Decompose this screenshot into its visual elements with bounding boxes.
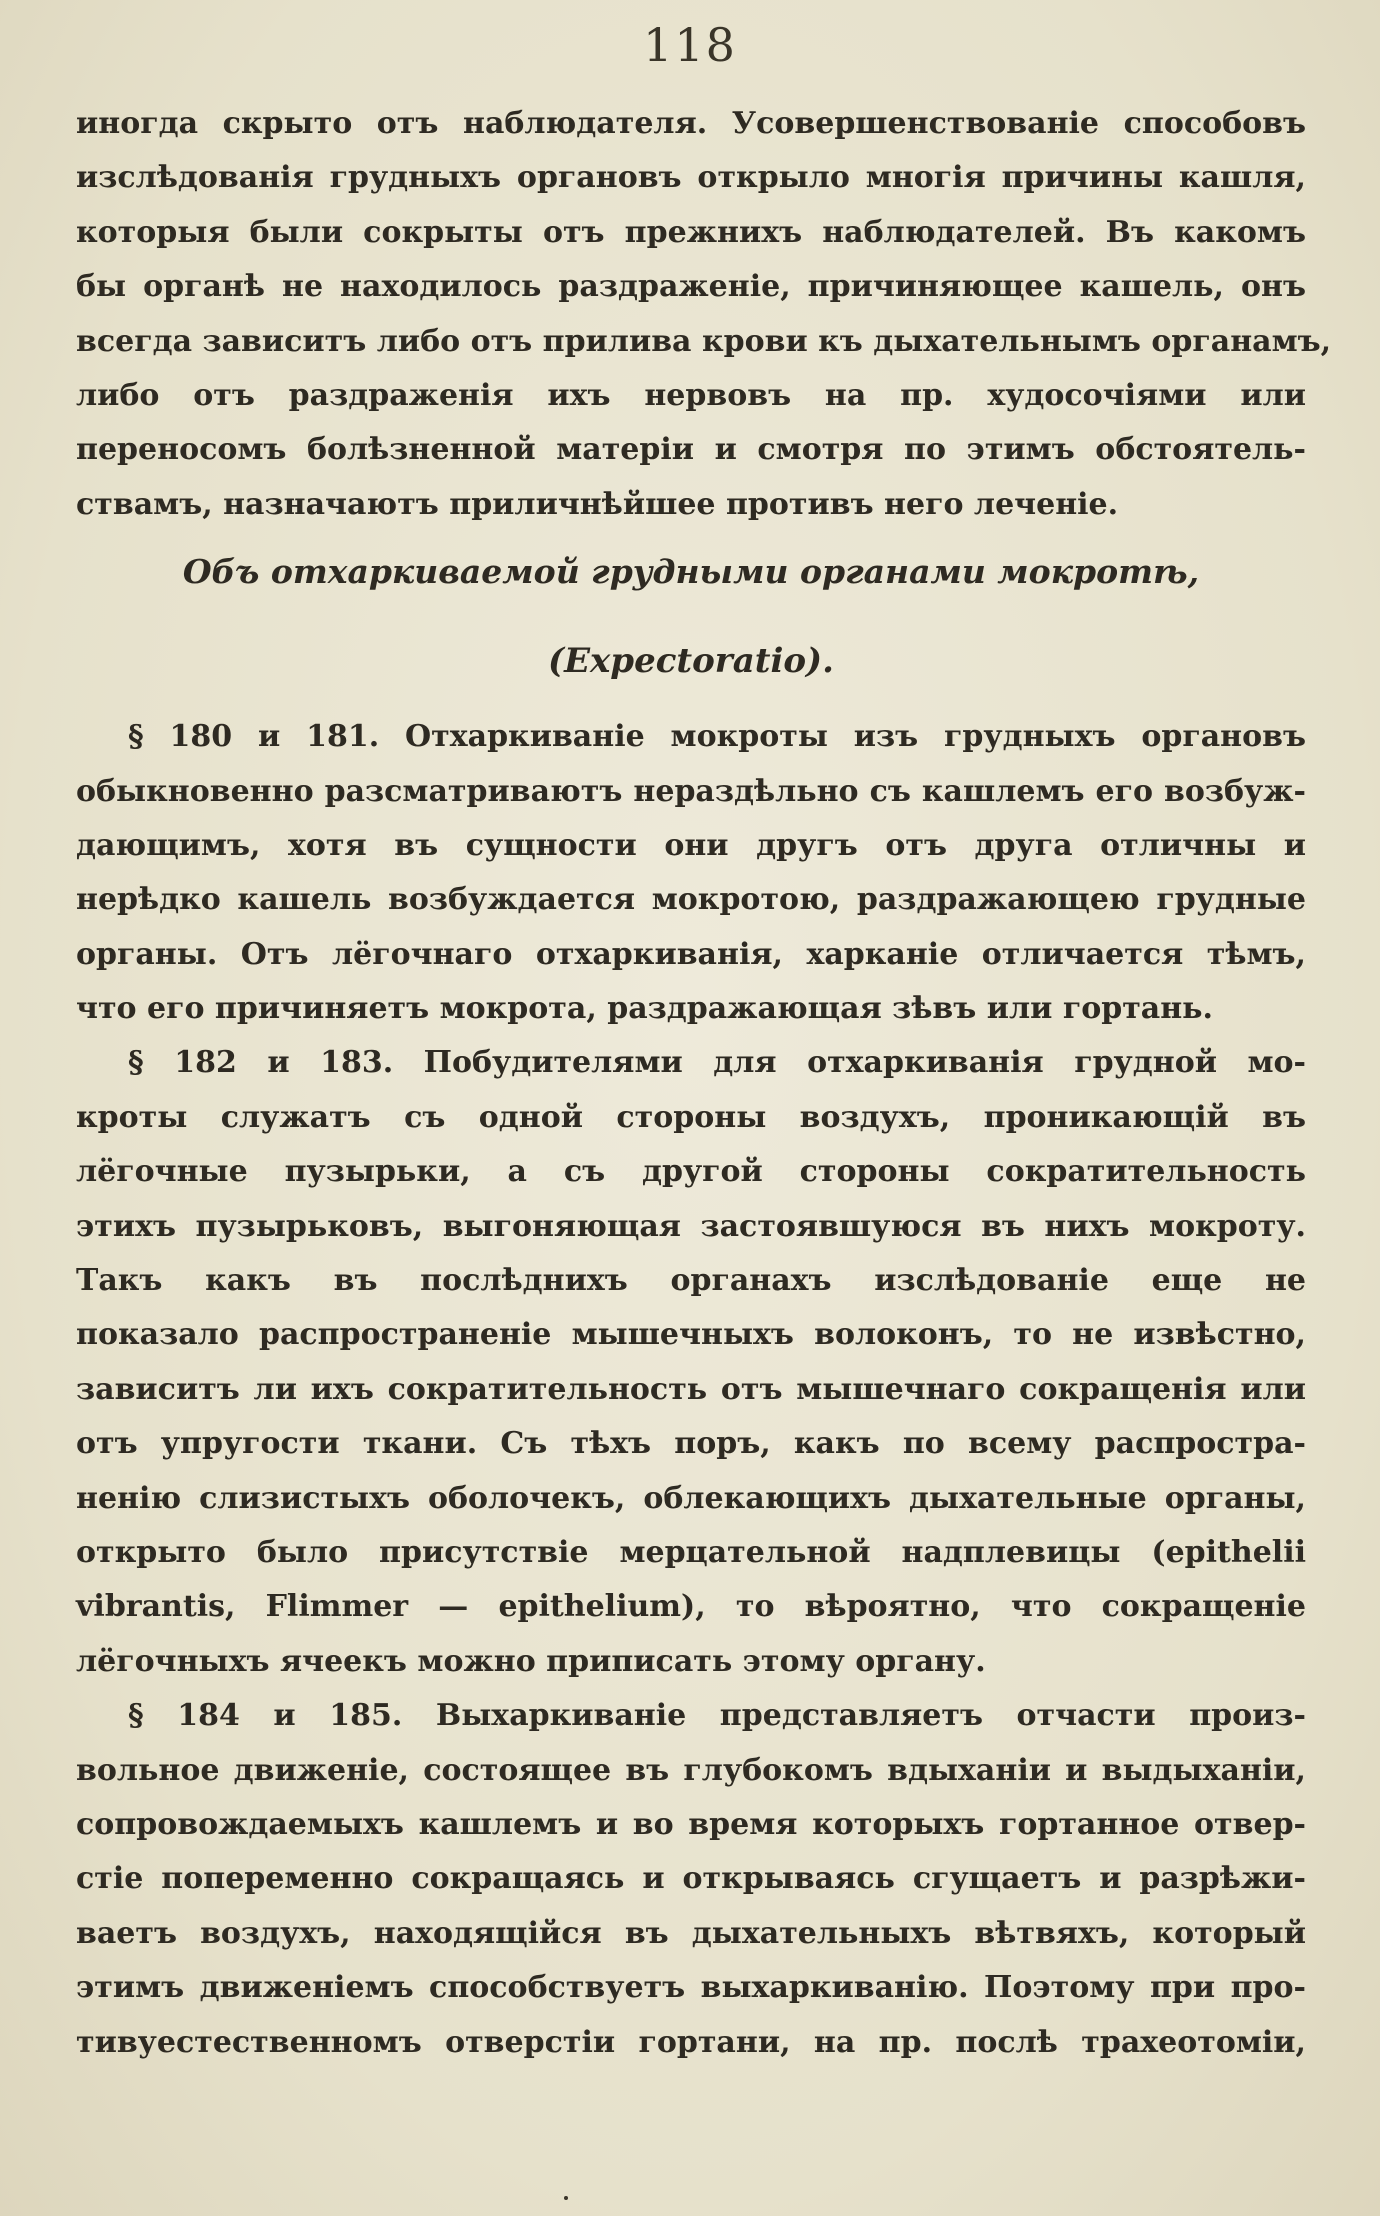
text-line: § 182 и 183. Побудителями для отхаркиванія грудной мо- xyxy=(128,1045,1306,1081)
text-line: переносомъ болѣзненной матеріи и смотря по этимъ обстоятель- xyxy=(76,432,1306,468)
text-line: vibrantis, Flimmer — epithelium), то вѣроятно, что сокращеніе xyxy=(76,1589,1306,1625)
paragraph-184-185 xyxy=(76,1689,1306,2070)
text-line: что его причиняетъ мокрота, раздражающая зѣвъ или гортань. xyxy=(76,991,1213,1027)
text-line: открыто было присутствіе мерцательной надплевицы (epithelii xyxy=(76,1534,1306,1570)
text-line: изслѣдованія грудныхъ органовъ открыло многія причины кашля, xyxy=(76,160,1306,196)
text-line: ваетъ воздухъ, находящійся въ дыхательныхъ вѣтвяхъ, который xyxy=(76,1915,1306,1951)
text-line: этихъ пузырьковъ, выгоняющая застоявшуюся въ нихъ мокроту. xyxy=(76,1208,1306,1244)
section-heading-latin: (Expectoratio). xyxy=(548,641,834,682)
text-line: лёгочныхъ ячеекъ можно приписать этому органу. xyxy=(76,1643,986,1679)
text-line: Такъ какъ въ послѣднихъ органахъ изслѣдованіе еще не xyxy=(76,1263,1306,1299)
text-line: сопровождаемыхъ кашлемъ и во время которыхъ гортанное отвер- xyxy=(76,1806,1306,1842)
body-text xyxy=(76,97,1332,2070)
text-line: лёгочные пузырьки, а съ другой стороны сократительность xyxy=(76,1154,1306,1190)
text-line: вольное движеніе, состоящее въ глубокомъ вдыханіи и выдыханіи, xyxy=(76,1752,1306,1788)
text-line: всегда зависитъ либо отъ прилива крови къ дыхательнымъ органамъ, xyxy=(76,323,1332,359)
text-line: иногда скрыто отъ наблюдателя. Усовершенствованіе способовъ xyxy=(76,106,1306,141)
paragraph-180-181 xyxy=(76,710,1306,1036)
text-line: нерѣдко кашель возбуждается мокротою, раздражающею грудные xyxy=(76,882,1306,918)
text-line: показало распространеніе мышечныхъ волоконъ, то не извѣстно, xyxy=(76,1317,1306,1353)
text-line: стіе попеременно сокращаясь и открываясь сгущаетъ и разрѣжи- xyxy=(76,1861,1306,1897)
text-line: которыя были сокрыты отъ прежнихъ наблюдателей. Въ какомъ xyxy=(76,214,1306,250)
text-line: дающимъ, хотя въ сущности они другъ отъ друга отличны и xyxy=(76,827,1306,863)
text-line: ствамъ, назначаютъ приличнѣйшее противъ него леченіе. xyxy=(76,486,1119,522)
text-line: этимъ движеніемъ способствуетъ выхаркиванію. Поэтому при про- xyxy=(76,1970,1306,2006)
section-heading: Объ отхаркиваемой грудными органами мокротѣ, xyxy=(182,552,1200,592)
text-line: органы. Отъ лёгочнаго отхаркиванія, харканіе отличается тѣмъ, xyxy=(76,936,1306,972)
text-line: обыкновенно разсматриваютъ нераздѣльно съ кашлемъ его возбуж- xyxy=(76,773,1306,809)
text-line: бы органѣ не находилось раздраженіе, причиняющее кашель, онъ xyxy=(76,269,1306,305)
text-line: § 184 и 185. Выхаркиваніе представляетъ отчасти произ- xyxy=(128,1698,1306,1734)
page-number: 118 xyxy=(643,18,737,72)
text-line: либо отъ раздраженія ихъ нервовъ на пр. худосочіями или xyxy=(76,377,1306,413)
paragraph-182-183 xyxy=(76,1036,1306,1689)
text-line: тивуестественномъ отверстіи гортани, на пр. послѣ трахеотоміи, xyxy=(76,2024,1306,2060)
text-line: ненію слизистыхъ оболочекъ, облекающихъ дыхательные органы, xyxy=(76,1480,1306,1516)
text-line: кроты служатъ съ одной стороны воздухъ, проникающій въ xyxy=(76,1099,1306,1135)
intro-paragraph xyxy=(76,97,1332,532)
print-speck xyxy=(564,2196,568,2200)
text-line: отъ упругости ткани. Съ тѣхъ поръ, какъ по всему распростра- xyxy=(76,1426,1306,1462)
text-line: § 180 и 181. Отхаркиваніе мокроты изъ грудныхъ органовъ xyxy=(128,719,1306,755)
text-line: зависитъ ли ихъ сократительность отъ мышечнаго сокращенія или xyxy=(76,1371,1306,1407)
